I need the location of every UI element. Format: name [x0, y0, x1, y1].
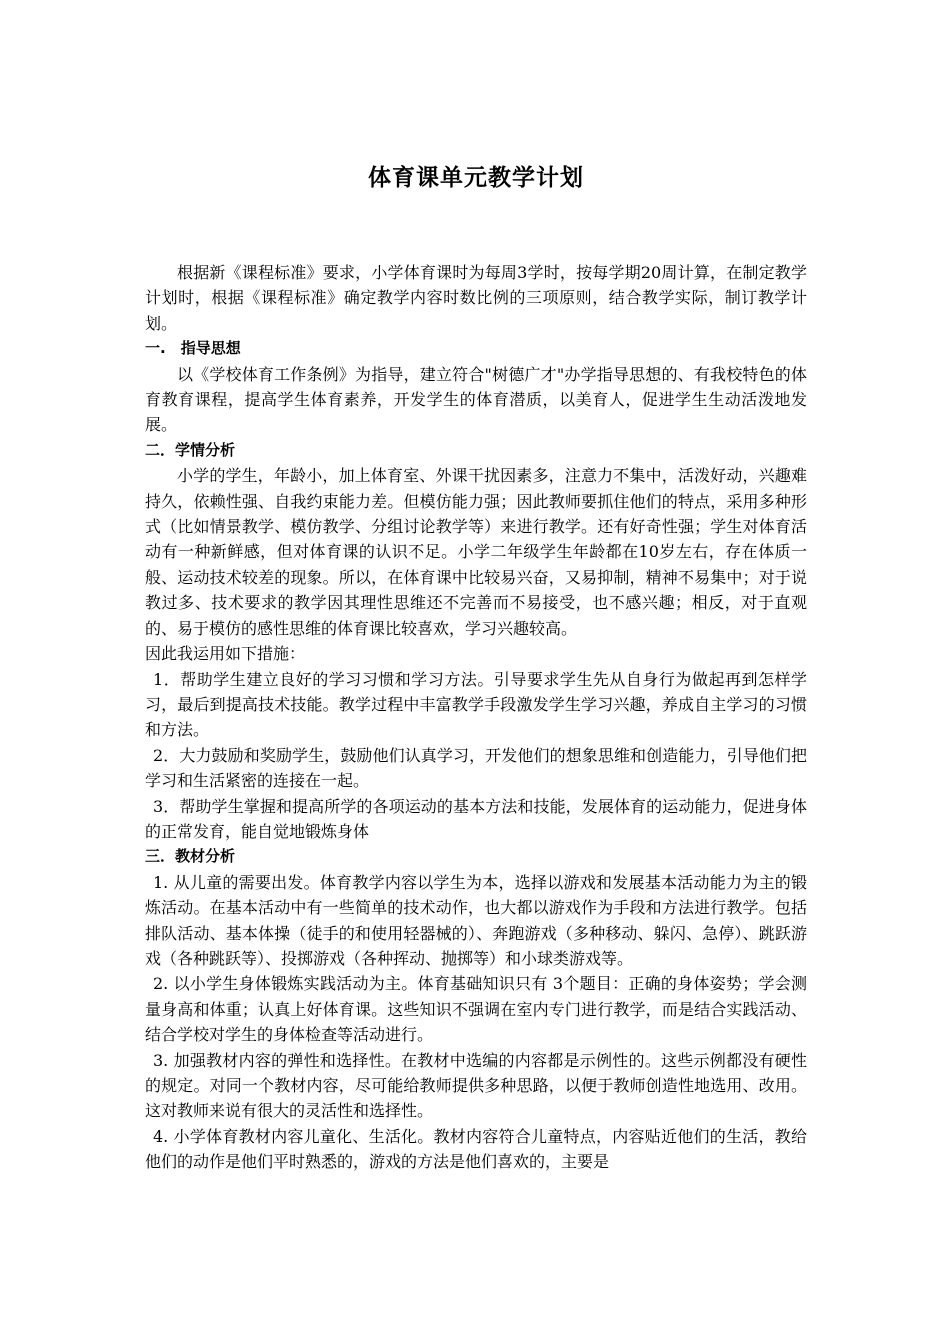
measure-item: 3．帮助学生掌握和提高所学的各项运动的基本方法和技能，发展体育的运动能力，促进身体的正常发育，能自觉地锻炼身体: [145, 796, 807, 841]
intro-paragraph: 根据新《课程标准》要求，小学体育课时为每周3学时，按每学期20周计算，在制定教学计划时，根据《课程标准》确定教学内容时数比例的三项原则，结合教学实际，制订教学计划。: [145, 263, 807, 333]
guiding-thought-paragraph: 以《学校体育工作条例》为指导，建立符合"树德广才"办学指导思想的、有我校特色的体育教育课程，提高学生体育素养，开发学生的体育潜质，以美育人，促进学生生动活泼地发展。: [145, 364, 807, 435]
measures-lead: 因此我运用如下措施：: [145, 644, 306, 664]
material-item: 4. 小学体育教材内容儿童化、生活化。教材内容符合儿童特点，内容贴近他们的生活，教给他们的动作是他们平时熟悉的，游戏的方法是他们喜欢的，主要是: [145, 1126, 807, 1172]
document-body: [145, 260, 807, 1175]
student-analysis-paragraph: 小学的学生，年龄小，加上体育室、外课干扰因素多，注意力不集中，活泼好动，兴趣难持久，依赖性强、自我约束能力差。但模仿能力强；因此教师要抓住他们的特点，采用多种形式（比如情景教学、模仿教学、分组讨论教学等）来进行教学。还有好奇性强；学生对体育活动有一种新鲜感，但对体育课的认识不足。小学二年级学生年龄都在10岁左右，存在体质一般、运动技术较差的现象。所以，在体育课中比较易兴奋，又易抑制，精神不易集中；对于说教过多、技术要求的教学因其理性思维还不完善而不易接受，也不感兴趣；相反，对于直观的、易于模仿的感性思维的体育课比较喜欢，学习兴趣较高。: [145, 466, 807, 638]
section-heading-material-analysis: 三．教材分析: [145, 847, 236, 866]
material-item: 3. 加强教材内容的弹性和选择性。在教材中选编的内容都是示例性的。这些示例都没有硬性的规定。对同一个教材内容，尽可能给教师提供多种思路，以便于教师创造性地选用、改用。这对教师来说有很大的灵活性和选择性。: [145, 1050, 807, 1121]
material-item: 2. 以小学生身体锻炼实践活动为主。体育基础知识只有 3个题目：正确的身体姿势；学会测量身高和体重；认真上好体育课。这些知识不强调在室内专门进行教学，而是结合实践活动、结合学校对学生的身体检查等活动进行。: [145, 974, 807, 1045]
section-heading-guiding-thought: 一. 指导思想: [145, 339, 241, 358]
document-title: 体育课单元教学计划: [368, 165, 584, 191]
section-heading-student-analysis: 二．学情分析: [145, 440, 236, 459]
document-page: [145, 0, 807, 1344]
material-item: 1. 从儿童的需要出发。体育教学内容以学生为本，选择以游戏和发展基本活动能力为主的锻炼活动。在基本活动中有一些简单的技术动作，也大都以游戏作为手段和方法进行教学。包括排队活动、基本体操（徒手的和使用轻器械的）、奔跑游戏（多种移动、躲闪、急停）、跳跃游戏（各种跳跃等）、投掷游戏（各种挥动、抛掷等）和小球类游戏等。: [145, 872, 807, 968]
measure-item: 1．帮助学生建立良好的学习习惯和学习方法。引导要求学生先从自身行为做起再到怎样学习，最后到提高技术技能。教学过程中丰富教学手段激发学生学习兴趣，养成自主学习的习惯和方法。: [145, 669, 807, 740]
measure-item: 2．大力鼓励和奖励学生，鼓励他们认真学习，开发他们的想象思维和创造能力，引导他们把学习和生活紧密的连接在一起。: [145, 745, 807, 791]
